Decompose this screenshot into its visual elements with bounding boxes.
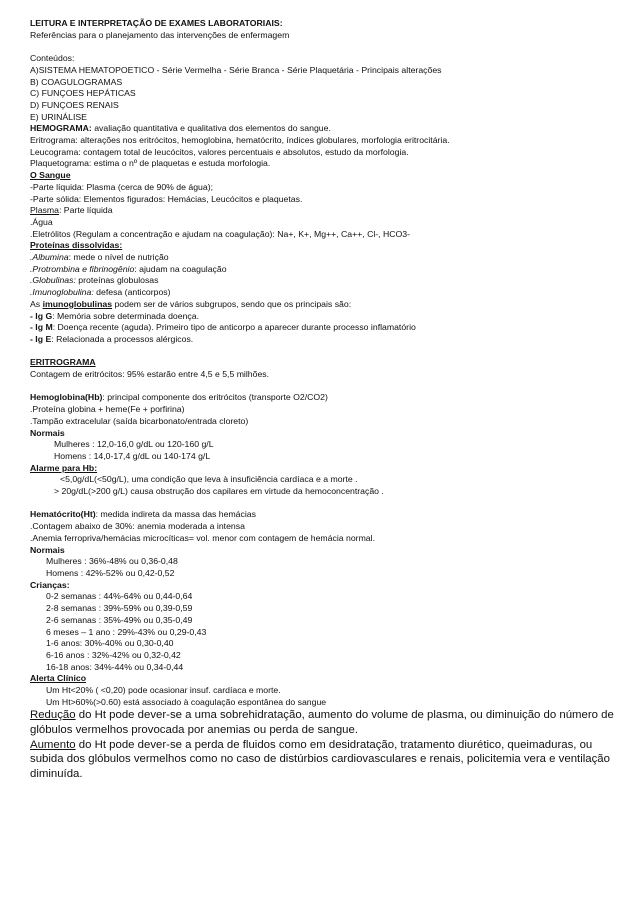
hemoglobina-detail: .Proteína globina + heme(Fe + porfirina) bbox=[30, 404, 185, 415]
hemograma-text: avaliação quantitativa e qualitativa dos elementos do sangue. bbox=[94, 123, 331, 134]
plasma-eletrolitos: .Eletrólitos (Regulam a concentração e ajudam na coagulação): Na+, K+, Mg++, Ca++, Cl-, HCO3- bbox=[30, 228, 411, 239]
hemoglobina-label: Hemoglobina(Hb) bbox=[30, 392, 103, 403]
hemoglobina-mulheres: Mulheres : 12,0-16,0 g/dL ou 120-160 g/L bbox=[54, 439, 214, 450]
reducao-label: Redução bbox=[30, 709, 76, 722]
hematocrito-line: Hematócrito(Ht): medida indireta da massa das hemácias bbox=[30, 509, 256, 520]
eritrograma-definition: Eritrograma: alterações nos eritrócitos, hemoglobina, hematócrito, índices globulares, morfologia eritrocitária. bbox=[30, 135, 450, 146]
eritrograma-contagem: Contagem de eritrócitos: 95% estarão entre 4,5 e 5,5 milhões. bbox=[30, 369, 270, 380]
contents-heading: Conteúdos: bbox=[30, 53, 75, 64]
contents-item: D) FUNÇOES RENAIS bbox=[30, 99, 119, 110]
sangue-liquid: -Parte líquida: Plasma (cerca de 90% de água); bbox=[30, 181, 214, 192]
document-title: LEITURA E INTERPRETAÇÃO DE EXAMES LABORATORIAIS: bbox=[30, 18, 283, 28]
aumento-paragraph: Aumento do Ht pode dever-se a perda de fluidos como em desidratação, tratamento diurético, queimaduras, ou subida dos glóbulos vermelhos como no caso de distúrbios cardiovasculares e renais, policitemia vera e ventilação diminuída. bbox=[30, 738, 610, 780]
alerta-item: Um Ht<20% ( <0,20) pode ocasionar insuf. cardíaca e morte. bbox=[46, 685, 281, 696]
albumina-line: .Albumina: mede o nível de nutrição bbox=[30, 252, 169, 263]
albumina-label: .Albumina bbox=[30, 252, 69, 263]
igm-line: - Ig M: Doença recente (aguda). Primeiro tipo de anticorpo a aparecer durante processo inflamatório bbox=[30, 322, 416, 333]
plasma-line bbox=[30, 205, 620, 217]
ige-line: - Ig E: Relacionada a processos alérgicos. bbox=[30, 333, 194, 344]
reducao-paragraph: Redução do Ht pode dever-se a uma sobrehidratação, aumento do volume de plasma, ou diminuição do número de glóbulos vermelhos provocada por anemias ou perda de sangue. bbox=[30, 709, 614, 737]
protrombina-label: .Protrombina e fibrinogênio bbox=[30, 263, 135, 274]
hematocrito-normais: Normais bbox=[30, 544, 65, 555]
plaquetograma-definition: Plaquetograma: estima o nº de plaquetas e estuda morfologia. bbox=[30, 158, 271, 169]
contents-item: E) URINÁLISE bbox=[30, 111, 87, 122]
plasma-agua: .Água bbox=[30, 216, 53, 227]
imunoglobulina-line: .Imunoglobulina: defesa (anticorpos) bbox=[30, 287, 171, 298]
criancas-row: 6 meses – 1 ano : 29%-43% ou 0,29-0,43 bbox=[46, 626, 207, 637]
eritrograma-heading: ERITROGRAMA bbox=[30, 357, 96, 368]
imunoglobulinas-keyword: imunoglobulinas bbox=[42, 298, 113, 309]
sangue-solid: -Parte sólida: Elementos figurados: Hemácias, Leucócitos e plaquetas. bbox=[30, 193, 303, 204]
alarme-item: <5,0g/dL(<50g/L), uma condição que leva à insuficiência cardíaca e a morte . bbox=[60, 474, 358, 485]
globulinas-label: .Globulinas: bbox=[30, 275, 76, 286]
reference-line: Referências para o planejamento das intervenções de enfermagem bbox=[30, 29, 290, 40]
leucograma-definition: Leucograma: contagem total de leucócitos, valores percentuais e absolutos, estudo da morfologia. bbox=[30, 146, 409, 157]
criancas-heading: Crianças: bbox=[30, 579, 70, 590]
contents-item: C) FUNÇOES HEPÁTICAS bbox=[30, 88, 136, 99]
proteinas-heading: Proteínas dissolvidas: bbox=[30, 240, 123, 251]
alarme-heading: Alarme para Hb: bbox=[30, 462, 98, 473]
hematocrito-detail: .Contagem abaixo de 30%: anemia moderada a intensa bbox=[30, 521, 245, 532]
imunoglobulinas-intro: As imunoglobulinas podem ser de vários subgrupos, sendo que os principais são: bbox=[30, 298, 352, 309]
protrombina-line: .Protrombina e fibrinogênio: ajudam na coagulação bbox=[30, 263, 227, 274]
hemograma-label: HEMOGRAMA: bbox=[30, 123, 92, 134]
contents-item: B) COAGULOGRAMAS bbox=[30, 76, 123, 87]
hemoglobina-line: Hemoglobina(Hb): principal componente dos eritrócitos (transporte O2/CO2) bbox=[30, 392, 328, 403]
criancas-row: 2-8 semanas : 39%-59% ou 0,39-0,59 bbox=[46, 603, 193, 614]
plasma-label: Plasma bbox=[30, 205, 59, 216]
criancas-row: 1-6 anos: 30%-40% ou 0,30-0,40 bbox=[46, 638, 174, 649]
hematocrito-homens: Homens : 42%-52% ou 0,42-0,52 bbox=[46, 567, 175, 578]
globulinas-line: .Globulinas: proteínas globulosas bbox=[30, 275, 159, 286]
criancas-row: 2-6 semanas : 35%-49% ou 0,35-0,49 bbox=[46, 614, 193, 625]
hemograma-line bbox=[30, 123, 620, 135]
contents-item: A)SISTEMA HEMATOPOETICO - Série Vermelha - Série Branca - Série Plaquetária - Principais alterações bbox=[30, 64, 442, 75]
alerta-heading: Alerta Clínico bbox=[30, 673, 86, 684]
criancas-row: 0-2 semanas : 44%-64% ou 0,44-0,64 bbox=[46, 591, 193, 602]
igg-line: - Ig G: Memória sobre determinada doença. bbox=[30, 310, 200, 321]
alerta-item: Um Ht>60%(>0.60) está associado à coagulação espontânea do sangue bbox=[46, 696, 327, 707]
aumento-label: Aumento bbox=[30, 738, 76, 751]
alarme-item: > 20g/dL(>200 g/L) causa obstrução dos capilares em virtude da hemoconcentração . bbox=[54, 486, 384, 497]
plasma-text: : Parte líquida bbox=[58, 205, 113, 216]
hemoglobina-normais: Normais bbox=[30, 427, 65, 438]
hemoglobina-homens: Homens : 14,0-17,4 g/dL ou 140-174 g/L bbox=[54, 450, 211, 461]
sangue-heading: O Sangue bbox=[30, 170, 71, 181]
imunoglobulina-label: .Imunoglobulina: bbox=[30, 287, 94, 298]
document-page bbox=[30, 18, 620, 781]
criancas-row: 6-16 anos : 32%-42% ou 0,32-0,42 bbox=[46, 649, 181, 660]
hematocrito-label: Hematócrito(Ht) bbox=[30, 509, 96, 520]
criancas-row: 16-18 anos: 34%-44% ou 0,34-0,44 bbox=[46, 661, 184, 672]
hemoglobina-detail: .Tampão extracelular (saída bicarbonato/entrada cloreto) bbox=[30, 415, 249, 426]
hematocrito-detail: .Anemia ferropriva/hemácias microcíticas= vol. menor com contagem de hemácia normal. bbox=[30, 532, 375, 543]
hematocrito-mulheres: Mulheres : 36%-48% ou 0,36-0,48 bbox=[46, 556, 178, 567]
